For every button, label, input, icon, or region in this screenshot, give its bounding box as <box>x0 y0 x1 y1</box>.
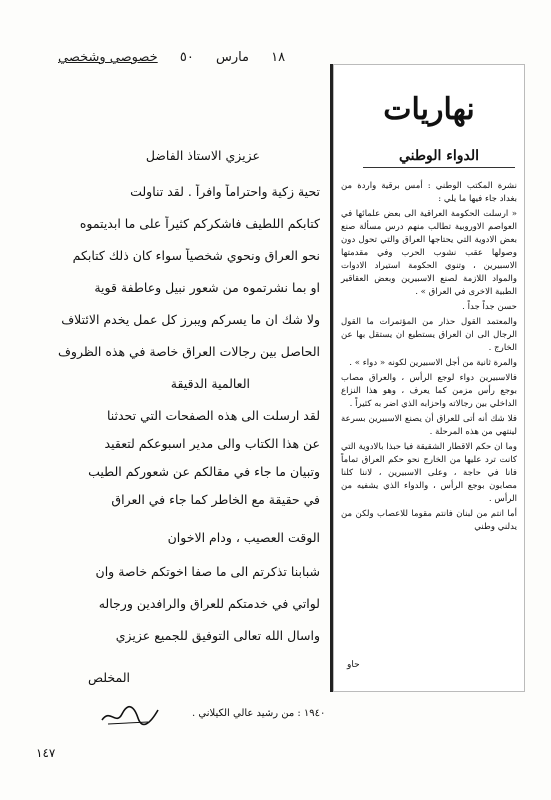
letter-salutation: عزيزي الاستاذ الفاضل <box>145 148 260 163</box>
clipping-subtitle: الدواء الوطني <box>363 148 515 168</box>
date-month: مارس <box>215 50 250 65</box>
clipping-paragraph: فالاسبيرين دواء لوجع الرأس ، والعراق مصاب بوجع رأس مزمن كما يعرف ، وهو هذا النزاع الداخلي بين رجالاته واحزابه الذي اضر به كثيراً . <box>341 373 517 409</box>
letter-line: نحو العراق ونحوي شخصياً سواء كان ذلك كتابكم <box>72 248 320 263</box>
personal-note: خصوصي وشخصي <box>58 50 158 65</box>
letter-line: الحاصل بين رجالات العراق خاصة في هذه الظروف <box>57 344 320 359</box>
handwritten-letter <box>30 130 320 720</box>
handwritten-signature <box>100 700 160 728</box>
clipping-paragraph: والمرة ثانية من أجل الاسبيرين لكونه « دواء » . <box>349 358 517 368</box>
clipping-paragraph: حسن جداً جداً . <box>462 302 517 312</box>
letter-line: عن هذا الكتاب والى مدير اسبوعكم لتعقيد <box>104 436 320 451</box>
letter-line: كتابكم اللطيف فاشكركم كثيراً على ما ابديتموه <box>79 216 320 231</box>
letter-line: العالمية الدقيقة <box>170 376 250 391</box>
clipping-paragraph: أما انتم من لبنان فانتم مقوما للاعصاب ولكن من يدلني وطني <box>341 509 517 532</box>
letter-closing: المخلص <box>87 670 130 685</box>
letter-line: لواتي في خدمتكم للعراق والرافدين ورجاله <box>98 596 320 611</box>
clipping-paragraph: وما ان حكم الاقطار الشقيقة فيا حبذا بالادوية التي كانت ترد عليها من الخارج نحو حكم العراق تماماً فانا في حاجة ، وعلى الاسبيرين ، لاننا كلنا مصابون بوجع الرأس ، والدواء الذي يشفيه من الرأس . <box>341 442 517 504</box>
letter-line: واسال الله تعالى التوفيق للجميع عزيزي <box>115 628 320 643</box>
page-number: ١٤٧ <box>36 746 56 760</box>
clipping-signoff: حاو <box>347 660 360 670</box>
letter-line: ولا شك ان ما يسركم ويبرز كل عمل يخدم الائتلاف <box>61 312 320 327</box>
letter-line: شبابنا تذكرتم الى ما صفا اخوتكم خاصة وان <box>95 564 320 579</box>
clipping-paragraph: نشرة المكتب الوطني : أمس برقية واردة من بغداد جاء فيها ما يلي : <box>341 181 517 204</box>
clipping-masthead: نهاريات <box>383 92 475 127</box>
figure-caption: ١٩٤٠ : من رشيد عالي الكيلاني . <box>192 708 326 719</box>
letter-line: لقد ارسلت الى هذه الصفحات التي تحدثنا <box>106 408 320 423</box>
date-day: ١٨ <box>271 50 286 65</box>
letter-header-note <box>40 50 285 65</box>
clipping-paragraph: « ارسلت الحكومة العراقية الى بعض علمائها في العواصم الاوروبية تطالب منهم درس مسألة صنع بعض الادوية التي يحتاجها العراق والتي تحول دون وصولها عقب نشوب الحرب وفي مقدمتها الاسبيرين ، وتنوي الحكومة استيراد الادوات والمواد اللازمة لصنع الاسبيرين وبعض العقاقير الطبية الاخرى في العراق » . <box>341 209 517 297</box>
letter-line: الوقت العصيب ، ودام الاخوان <box>167 530 320 545</box>
date-number: ٥٠ <box>179 50 194 65</box>
letter-line: او بما نشرتموه من شعور نبيل وعاطفة قوية <box>94 280 320 295</box>
letter-line: تحية زكية واحتراماً وافراً . لقد تناولت <box>130 184 320 199</box>
clipping-paragraph: فلا شك أنه أتى للعراق أن يصنع الاسبيرين بسرعة لينتهي من هذه المرحلة . <box>341 414 517 437</box>
letter-line: في حقيقة مع الخاطر كما جاء في العراق <box>111 492 320 507</box>
clipping-paragraph: والمعتمد القول حذار من المؤتمرات ما القول الرجال الى ان العراق يستطيع ان يستقل بها عن الخارج . <box>341 317 517 353</box>
clipping-body <box>341 180 517 536</box>
letter-line: وتبيان ما جاء في مقالكم عن شعوركم الطيب <box>88 464 320 479</box>
newspaper-clipping <box>330 64 525 692</box>
